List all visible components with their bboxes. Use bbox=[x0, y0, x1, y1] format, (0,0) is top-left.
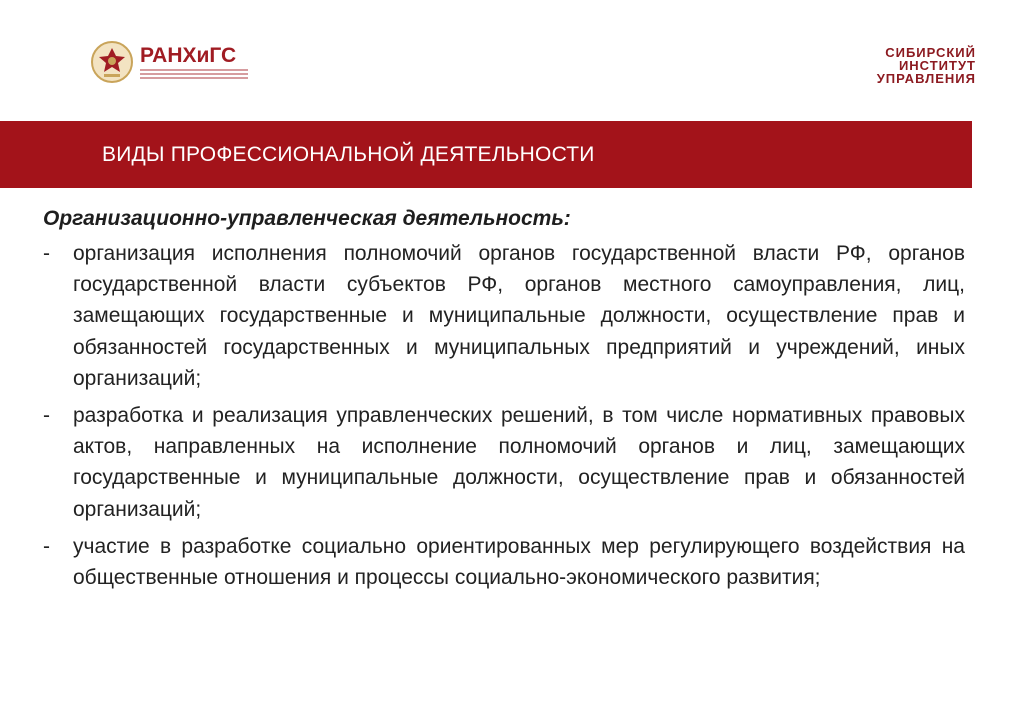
logo-right-line-2: ИНСТИТУТ bbox=[898, 58, 976, 73]
logo-subtitle-lines bbox=[140, 69, 248, 71]
ranepa-logo bbox=[90, 40, 248, 84]
list-item-text: участие в разработке социально ориентированных мер регулирующего воздействия на общественные отношения и процессы социально-экономического развития; bbox=[73, 534, 965, 590]
list-item bbox=[43, 531, 965, 593]
page-title: ВИДЫ ПРОФЕССИОНАЛЬНОЙ ДЕЯТЕЛЬНОСТИ bbox=[102, 142, 595, 166]
list-item bbox=[43, 238, 965, 394]
ranepa-emblem-icon bbox=[90, 40, 134, 84]
logo-right-line-3: УПРАВЛЕНИЯ bbox=[876, 71, 976, 86]
logo-right-line-1: СИБИРСКИЙ bbox=[885, 45, 976, 60]
logo-subtitle-lines bbox=[140, 73, 248, 75]
logo-title: РАНХиГС bbox=[140, 44, 237, 67]
list-item-text: разработка и реализация управленческих решений, в том числе нормативных правовых актов, направленных на исполнение полномочий органов и лиц, замещающих государственные и муниципальные должности, осуществление прав и обязанностей организаций; bbox=[73, 404, 965, 521]
content-body bbox=[43, 204, 965, 599]
logo-subtitle-lines bbox=[140, 77, 248, 79]
bullet-dash: - bbox=[43, 534, 50, 558]
siberian-institute-logo bbox=[877, 46, 976, 85]
bullet-dash: - bbox=[43, 404, 50, 428]
section-heading: Организационно-управленческая деятельность: bbox=[43, 207, 571, 230]
list-item bbox=[43, 400, 965, 525]
list-item-text: организация исполнения полномочий органов государственной власти РФ, органов государственной власти субъектов РФ, органов местного самоуправления, лиц, замещающих государственные и муниципальные должности, осуществление прав и обязанностей государственных и муниципальных предприятий и учреждений, иных организаций; bbox=[73, 242, 965, 390]
title-banner bbox=[0, 121, 972, 188]
bullet-dash: - bbox=[43, 242, 50, 265]
